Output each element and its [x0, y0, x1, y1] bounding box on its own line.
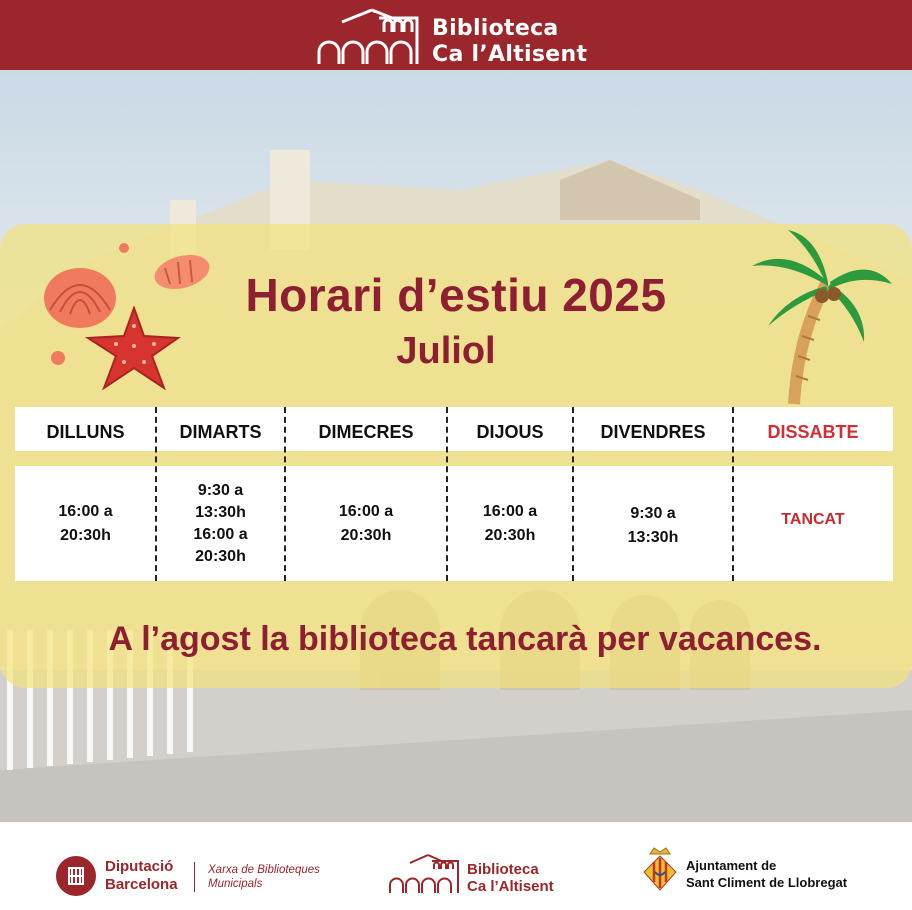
month-label: Juliol — [396, 330, 496, 372]
header-logo-line2: Ca l’Altisent — [432, 42, 588, 67]
hours-line: 16:00 a — [58, 502, 113, 520]
hours-line: 9:30 a — [630, 504, 676, 522]
ajuntament-line2: Sant Climent de Llobregat — [686, 875, 848, 890]
hours-line: 20:30h — [195, 547, 246, 565]
page-title: Horari d’estiu 2025 — [245, 269, 667, 321]
xarxa-line2: Municipals — [208, 878, 263, 890]
hours-line: 20:30h — [484, 526, 536, 544]
library-logo-icon — [317, 6, 427, 68]
day-header-thursday: DIJOUS — [476, 422, 544, 442]
ajuntament-line1: Ajuntament de — [686, 858, 777, 873]
hours-line: 20:30h — [60, 526, 111, 544]
coat-of-arms-icon — [642, 846, 678, 894]
footer-divider — [194, 862, 195, 892]
xarxa-line1: Xarxa de Biblioteques — [208, 864, 320, 876]
hours-monday — [15, 466, 156, 581]
schedule-table — [15, 407, 893, 581]
library-logo-icon — [388, 853, 464, 895]
footer-library-line2: Ca l’Altisent — [467, 878, 554, 895]
hours-wednesday — [285, 466, 447, 581]
hours-line: 13:30h — [195, 503, 246, 521]
hours-friday — [573, 466, 733, 581]
day-header-tuesday: DIMARTS — [179, 422, 262, 442]
hours-line: 20:30h — [340, 526, 392, 544]
column-divider — [732, 407, 734, 581]
day-header-friday: DIVENDRES — [600, 422, 706, 442]
hours-saturday — [733, 466, 893, 581]
vacation-notice: A l’agost la biblioteca tancarà per vacances. — [108, 620, 822, 658]
hours-line: 9:30 a — [197, 481, 244, 499]
day-header-saturday: DISSABTE — [767, 422, 859, 442]
table-header — [15, 407, 893, 451]
hours-line: 13:30h — [627, 528, 679, 546]
column-divider — [155, 407, 157, 581]
column-divider — [284, 407, 286, 581]
closed-label: TANCAT — [781, 511, 845, 528]
hours-line: 16:00 a — [193, 525, 248, 543]
header-logo — [305, 0, 611, 72]
column-divider — [572, 407, 574, 581]
table-body — [15, 466, 893, 581]
hours-tuesday — [156, 466, 285, 581]
footer-library-line1: Biblioteca — [467, 861, 539, 878]
hours-line: 16:00 a — [338, 502, 394, 520]
day-header-monday: DILLUNS — [46, 422, 125, 442]
column-divider — [446, 407, 448, 581]
header-logo-line1: Biblioteca — [432, 16, 559, 41]
day-header-wednesday: DIMECRES — [318, 422, 414, 442]
diputacio-emblem-icon — [56, 856, 96, 896]
hours-line: 16:00 a — [482, 502, 538, 520]
hours-thursday — [447, 466, 573, 581]
diputacio-name-line1: Diputació — [105, 858, 174, 875]
diputacio-name-line2: Barcelona — [105, 876, 178, 893]
